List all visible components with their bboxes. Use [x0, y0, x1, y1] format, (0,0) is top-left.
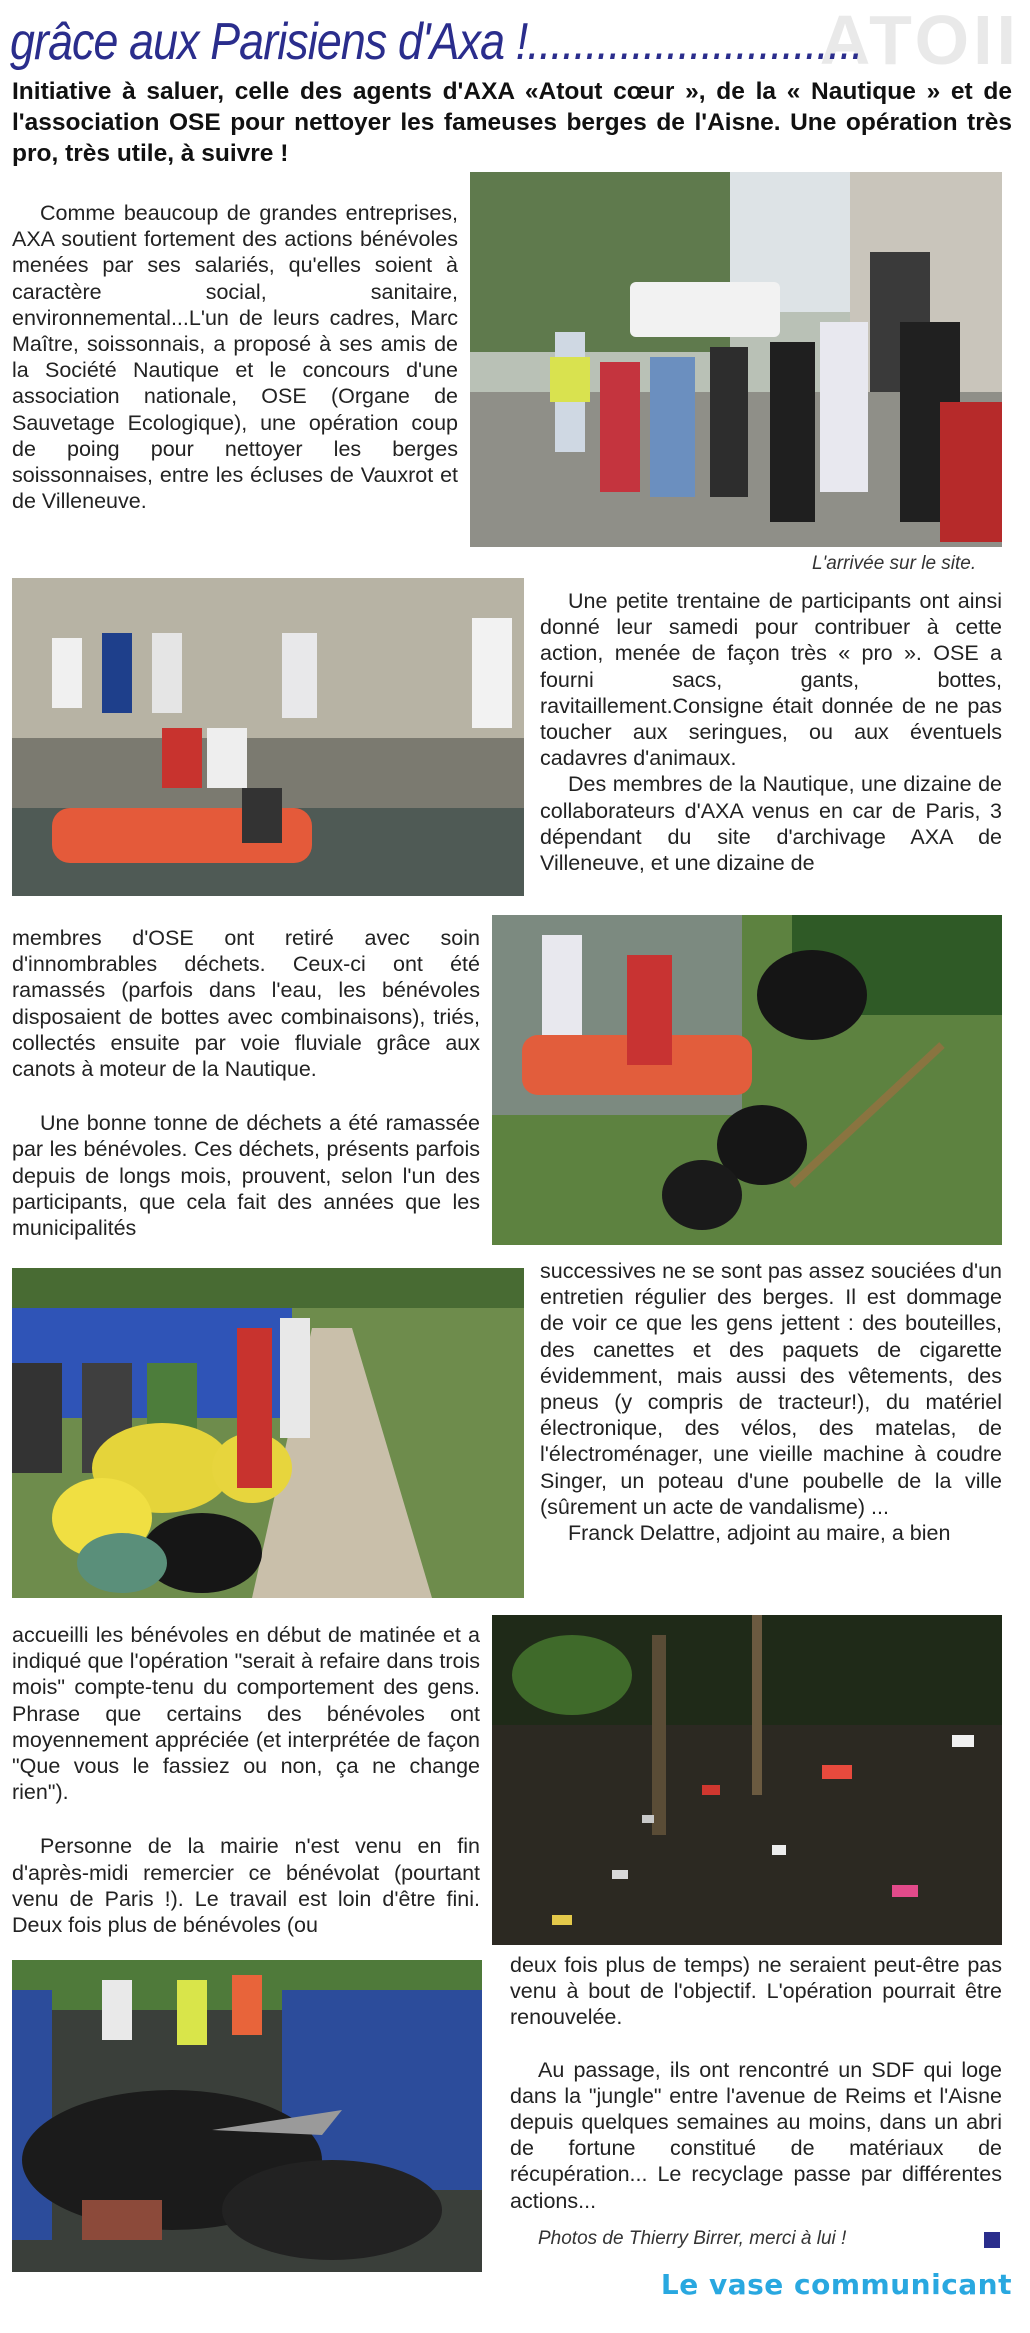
masthead-watermark: ATOII — [819, 1, 1020, 79]
photo-containers-path — [12, 1268, 524, 1598]
photo-bags-bank — [492, 915, 1002, 1245]
photo-bags-bank-image — [492, 915, 1002, 1245]
paragraph-deputy-end: accueilli les bénévoles en début de matinée et a indiqué que l'opération "serait à refaire dans trois mois" compte-tenu du comportement des gens. Phrase que certains des bénévoles ont moyennement appréciée (et interprétée de façon "Que vous le fassiez ou non, ça ne change rien"). — [12, 1623, 480, 1805]
text-block-municipal — [540, 1258, 1002, 1546]
photo-containers-path-image — [12, 1268, 524, 1598]
photo-credit: Photos de Thierry Birrer, merci à lui ! — [538, 2228, 847, 2249]
photo-arrival-caption: L'arrivée sur le site. — [812, 553, 977, 574]
photo-waste-heap — [12, 1960, 482, 2272]
photo-arrival-image — [470, 172, 1002, 547]
text-block-renewal — [510, 1952, 1002, 2214]
photo-boat-wall-image — [12, 578, 524, 896]
article-lead: Initiative à saluer, celle des agents d'AXA «Atout cœur », de la « Nautique » et de l'association OSE pour nettoyer les fameuses berges de l'Aisne. Une opération très pro, très utile, à suivre ! — [12, 78, 1012, 167]
photo-debris-undergrowth — [492, 1615, 1002, 1945]
paragraph-members-end: membres d'OSE ont retiré avec soin d'innombrables déchets. Ceux-ci ont été ramassés (parfois dans l'eau, les bénévoles disposaient de bottes avec combinaisons), triés, collectés ensuite par voie fluviale grâce aux canots à moteur de la Nautique. — [12, 926, 480, 1082]
text-block-intro — [12, 200, 458, 514]
paragraph-deputy-start: Franck Delattre, adjoint au maire, a bien — [568, 1521, 951, 1546]
paragraph-intro: Comme beaucoup de grandes entreprises, AXA soutient fortement des actions bénévoles menées par ses salariés, qu'elles soient à caractère social, sanitaire, environnemental...L'un de leurs cadres, Marc Maître, soissonnais, a proposé à ses amis de la Société Nautique et le concours d'une association nationale, OSE (Organe de Sauvetage Ecologique), une opération coup de poing pour nettoyer les berges soissonnaises, entre les écluses de Vauxrot et de Villeneuve. — [12, 201, 458, 514]
article-headline: grâce aux Parisiens d'Axa !............................. — [10, 13, 863, 71]
publication-footer: Le vase communicant — [660, 2268, 1012, 2301]
text-block-participants — [540, 588, 1002, 876]
photo-waste-heap-image — [12, 1960, 482, 2272]
photo-debris-undergrowth-image — [492, 1615, 1002, 1945]
text-block-deputy — [12, 1622, 480, 1938]
paragraph-participants: Une petite trentaine de participants ont ainsi donné leur samedi pour contribuer à cette action, menée de façon très « pro ». OSE a fourni sacs, gants, bottes, ravitaillement.Consigne était donnée de ne pas toucher aux seringues, ou aux éventuels cadavres d'animaux. — [540, 589, 1002, 771]
text-block-waste — [12, 925, 480, 1241]
paragraph-tonne-end: successives ne se sont pas assez souciées d'un entretien régulier des berges. Il est dommage de voir ce que les gens jettent : des bouteilles, des canettes et des paquets de cigarette évidemment, mais aussi des vêtements, des pneus (y compris de tracteur!), du matériel électronique, des vélos, des matelas, de l'électroménager, une vieille machine à coudre Singer, un poteau d'une poubelle de la ville (sûrement un acte de vandalisme) ... — [540, 1259, 1002, 1519]
paragraph-mairie-end: deux fois plus de temps) ne seraient peut-être pas venu à bout de l'objectif. L'opération pourrait être renouvelée. — [510, 1953, 1002, 2030]
paragraph-members-start: Des membres de la Nautique, une dizaine de collaborateurs d'AXA venus en car de Paris, 3 dépendant du site d'archivage AXA de Villeneuve, et une dizaine de — [540, 772, 1002, 876]
paragraph-mairie: Personne de la mairie n'est venu en fin d'après-midi remercier ce bénévolat (pourtant venu de Paris !). Le travail est loin d'être fini. Deux fois plus de bénévoles (ou — [12, 1834, 480, 1938]
photo-arrival — [470, 172, 1002, 547]
photo-boat-wall — [12, 578, 524, 896]
paragraph-homeless: Au passage, ils ont rencontré un SDF qui loge dans la "jungle" entre l'avenue de Reims et l'Aisne depuis quelques semaines au moins, dans un abri de fortune constitué de matériaux de récupération... Le recyclage passe par différentes actions... — [510, 2057, 1002, 2213]
paragraph-tonne: Une bonne tonne de déchets a été ramassée par les bénévoles. Ces déchets, présents parfois depuis de longs mois, prouvent, selon l'un des participants, que cela fait des années que les municipalités — [12, 1111, 480, 1241]
end-square-icon — [984, 2232, 1000, 2248]
